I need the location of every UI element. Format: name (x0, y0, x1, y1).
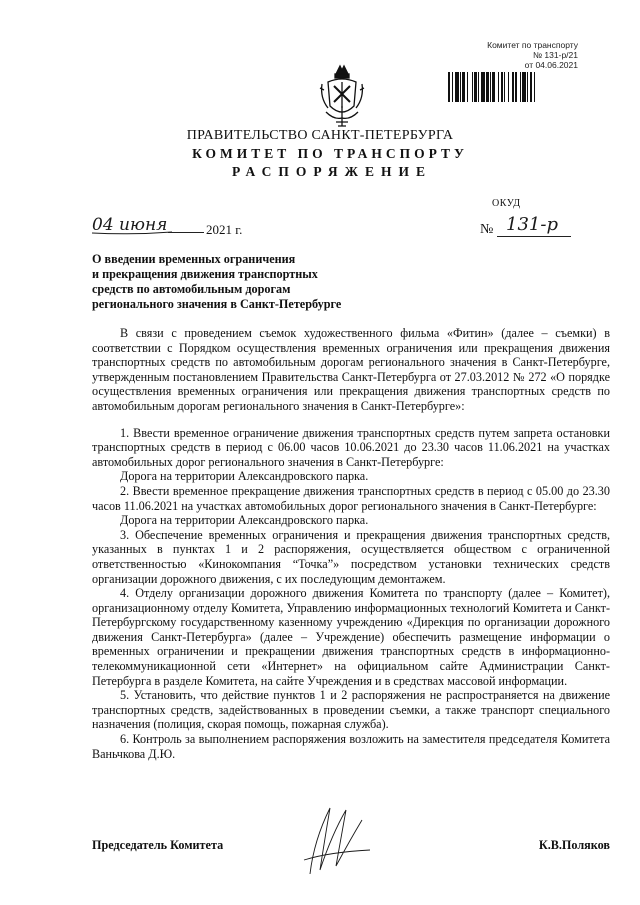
date-handwritten-text: 04 июня (92, 215, 168, 235)
stamp-date: от 04.06.2021 (524, 60, 578, 70)
handwritten-number (500, 208, 568, 238)
signature-scribble (300, 800, 390, 880)
clause-1-road: Дорога на территории Александровского парка. (120, 469, 369, 484)
number-underline (497, 236, 571, 237)
barcode (448, 72, 578, 102)
committee-title: КОМИТЕТ ПО ТРАНСПОРТУ (192, 146, 468, 161)
signatory-name: К.В.Поляков (538, 838, 610, 852)
stamp-org: Комитет по транспорту (487, 40, 578, 50)
barcode-bar (535, 72, 536, 102)
subject-line: О введении временных ограничения (92, 252, 296, 266)
date-year: 2021 г. (206, 222, 243, 237)
signatory-title: Председатель Комитета (92, 838, 224, 852)
number-handwritten-text: 131-р (506, 214, 558, 235)
handwritten-date (92, 208, 210, 238)
subject-line: и прекращения движения транспортных (92, 267, 318, 281)
clause-3: 3. Обеспечение временных ограничения и прекращения движения транспортных средств, указанных в пунктах 1 и 2 распоряжения, осуществляется обществом с ограниченной ответственностью «Кинокомпания “Точка”» посредством установки технических средств организации дорожного движения, с их последующим демонтажем. (92, 527, 610, 586)
clause-1: 1. Ввести временное ограничение движения транспортных средств путем запрета остановки транспортных средств в период с 06.00 часов 10.06.2021 до 23.30 часов 11.06.2021 на участках автомобильных дорог регионального значения в Санкт-Петербурге: (92, 425, 610, 469)
government-title: ПРАВИТЕЛЬСТВО САНКТ-ПЕТЕРБУРГА (186, 128, 454, 143)
document-subject (92, 252, 412, 312)
clause-2: 2. Ввести временное прекращение движения транспортных средств в период с 05.00 до 23.30 часов 11.06.2021 на участках автомобильных дорог регионального значения в Санкт-Петербурге: (92, 483, 610, 513)
document-body (92, 326, 610, 761)
clause-6: 6. Контроль за выполнением распоряжения возложить на заместителя председателя Комитета Ваньчкова Д.Ю. (92, 732, 610, 761)
registration-stamp (428, 40, 578, 70)
clause-2-road: Дорога на территории Александровского парка. (120, 513, 369, 528)
okud-label: ОКУД (492, 198, 521, 209)
document-type: РАСПОРЯЖЕНИЕ (231, 164, 433, 179)
date-underline (168, 232, 204, 233)
intro-paragraph: В связи с проведением съемок художественного фильма «Фитин» (далее – съемки) в соответствии с Порядком осуществления временных ограничения или прекращения движения транспортных средств по автомобильным дорогам регионального значения в Санкт-Петербурге, утвержденным постановлением Правительства Санкт-Петербурга от 27.03.2012 № 272 «О порядке осуществления временных ограничения или прекращения движения транспортных средств по автомобильным дорогам регионального значения в Санкт-Петербурге»: (92, 326, 610, 413)
clause-4: 4. Отделу организации дорожного движения Комитета по транспорту (далее – Комитет), организационному отделу Комитета, Управлению информационных технологий Комитета и Санкт-Петербургскому государственному казенному учреждению «Дирекция по организации дорожного движения Санкт-Петербурга» (далее – Учреждение) обеспечить размещение информации о временных ограничении и прекращении движения транспортных средств в информационно-телекоммуникационной сети «Интернет» на официальном сайте Администрации Санкт-Петербурга в разделе Комитета, на сайте Учреждения и в средствах массовой информации. (92, 586, 610, 688)
stamp-number: № 131-р/21 (532, 50, 578, 60)
subject-line: регионального значения в Санкт-Петербурге (92, 297, 342, 311)
number-sign: № (480, 222, 494, 237)
subject-line: средств по автомобильным дорогам (92, 282, 291, 296)
coat-of-arms-icon (318, 62, 366, 132)
clause-5: 5. Установить, что действие пунктов 1 и 2 распоряжения не распространяется на движение транспортных средств, задействованных в проведении съемки, а также транспорт специального назначения (полиция, скорая помощь, пожарная служба). (92, 688, 610, 732)
